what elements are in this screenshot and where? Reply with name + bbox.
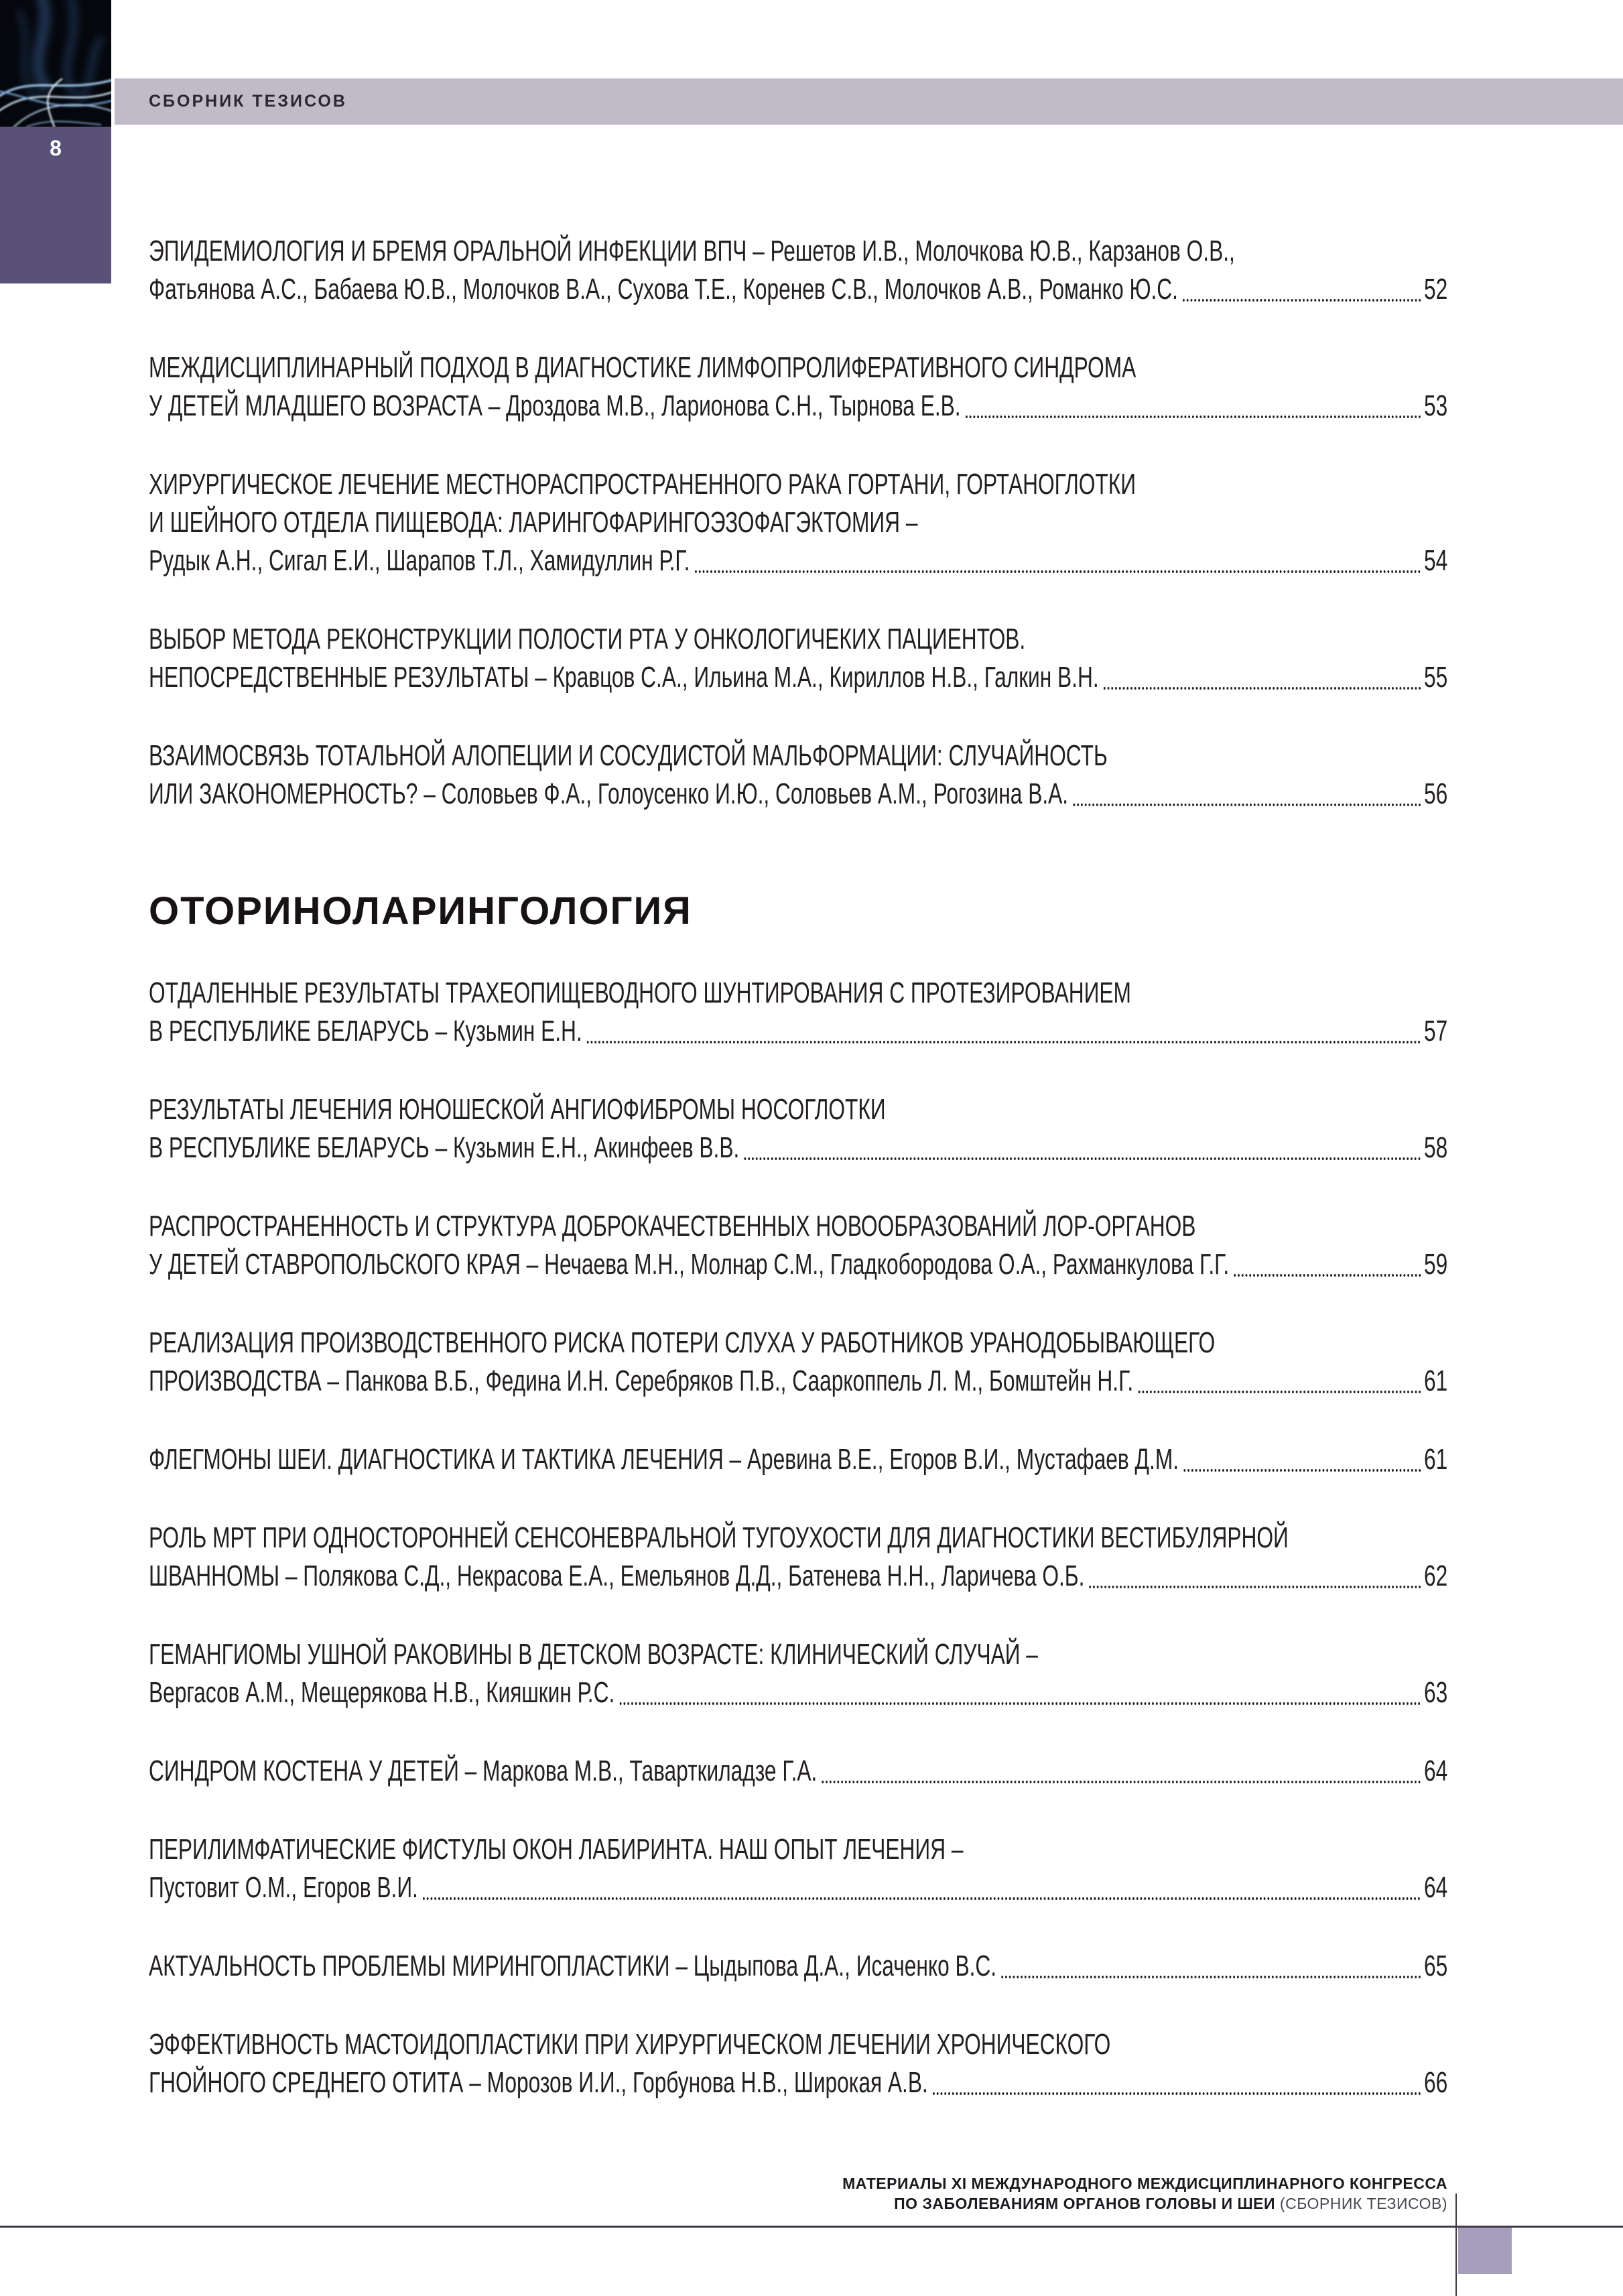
toc-page-number: 52 — [1423, 273, 1448, 306]
dot-leader — [966, 416, 1421, 418]
dot-leader — [587, 1041, 1421, 1043]
toc-entry-line: РЕАЛИЗАЦИЯ ПРОИЗВОДСТВЕННОГО РИСКА ПОТЕРИ СЛУХА У РАБОТНИКОВ УРАНОДОБЫВАЮЩЕГО — [149, 1326, 1216, 1359]
toc-entry-last-line — [149, 1245, 1447, 1283]
toc-entry-text: Рудык А.Н., Сигал Е.И., Шарапов Т.Л., Хамидуллин Р.Г. — [149, 544, 690, 577]
dot-leader — [1090, 1586, 1421, 1588]
toc-entry-text: В РЕСПУБЛИКЕ БЕЛАРУСЬ – Кузьмин Е.Н., Акинфеев В.В. — [149, 1131, 740, 1164]
toc-entry-last-line — [149, 1440, 1447, 1478]
toc-page-number: 66 — [1423, 2066, 1448, 2099]
toc-page-number: 65 — [1423, 1950, 1448, 1982]
dot-leader — [1183, 299, 1421, 302]
toc-entry-last-line — [149, 658, 1447, 696]
toc-entry-last-line — [149, 1752, 1447, 1790]
toc-entry — [149, 1947, 1449, 1985]
toc-entry — [149, 1519, 1449, 1595]
footer-vertical-rule — [1455, 2193, 1457, 2296]
toc-entry-line: МЕЖДИСЦИПЛИНАРНЫЙ ПОДХОД В ДИАГНОСТИКЕ ЛИМФОПРОЛИФЕРАТИВНОГО СИНДРОМА — [149, 351, 1137, 384]
toc-entry — [149, 974, 1449, 1050]
dot-leader — [1138, 1391, 1421, 1393]
toc-page-number: 61 — [1423, 1364, 1448, 1397]
toc-entry-text: ШВАННОМЫ – Полякова С.Д., Некрасова Е.А., Емельянов Д.Д., Батенева Н.Н., Ларичева О.Б. — [149, 1559, 1085, 1592]
dot-leader — [1183, 1469, 1421, 1472]
table-of-contents — [149, 232, 1449, 2142]
toc-page-number: 58 — [1423, 1131, 1448, 1164]
toc-entry-line: И ШЕЙНОГО ОТДЕЛА ПИЩЕВОДА: ЛАРИНГОФАРИНГОЭЗОФАГЭКТОМИЯ – — [149, 506, 918, 539]
toc-page-number: 53 — [1423, 389, 1448, 422]
toc-entry-text: В РЕСПУБЛИКЕ БЕЛАРУСЬ – Кузьмин Е.Н. — [149, 1015, 582, 1047]
dot-leader — [1001, 1976, 1421, 1978]
toc-entry-last-line — [149, 1947, 1447, 1985]
toc-entry — [149, 2025, 1449, 2102]
toc-page-number: 63 — [1423, 1676, 1448, 1709]
toc-entry-line: ПЕРИЛИМФАТИЧЕСКИЕ ФИСТУЛЫ ОКОН ЛАБИРИНТА. НАШ ОПЫТ ЛЕЧЕНИЯ – — [149, 1833, 964, 1866]
abstract-blue-light-art — [0, 0, 111, 127]
collection-title: СБОРНИК ТЕЗИСОВ — [149, 92, 347, 111]
toc-entry — [149, 1635, 1449, 1712]
toc-entry-line: ОТДАЛЕННЫЕ РЕЗУЛЬТАТЫ ТРАХЕОПИЩЕВОДНОГО ШУНТИРОВАНИЯ С ПРОТЕЗИРОВАНИЕМ — [149, 976, 1131, 1009]
toc-entry-last-line — [149, 1557, 1447, 1595]
toc-entry-line: ЭПИДЕМИОЛОГИЯ И БРЕМЯ ОРАЛЬНОЙ ИНФЕКЦИИ ВПЧ – Решетов И.В., Молочкова Ю.В., Карзанов О.В., — [149, 235, 1235, 267]
toc-entry-text: НЕПОСРЕДСТВЕННЫЕ РЕЗУЛЬТАТЫ – Кравцов С.А., Ильина М.А., Кириллов Н.В., Галкин В.Н. — [149, 661, 1099, 694]
toc-entry-text: СИНДРОМ КОСТЕНА У ДЕТЕЙ – Маркова М.В., Таварткиладзе Г.А. — [149, 1755, 818, 1787]
toc-entry-text: Пустовит О.М., Егоров В.И. — [149, 1871, 418, 1904]
toc-page-number: 62 — [1423, 1559, 1448, 1592]
toc-page-number: 57 — [1423, 1015, 1448, 1047]
page-number: 8 — [50, 136, 62, 160]
toc-entry-text: Вергасов А.М., Мещерякова Н.В., Кияшкин Р.С. — [149, 1676, 615, 1709]
toc-entry-text: У ДЕТЕЙ СТАВРОПОЛЬСКОГО КРАЯ – Нечаева М.Н., Молнар С.М., Гладкобородова О.А., Рахманкулова Г.Г. — [149, 1248, 1230, 1281]
toc-entry-text: ПРОИЗВОДСТВА – Панкова В.Б., Федина И.Н. Серебряков П.В., Сааркоппель Л. М., Бомштейн Н.Г. — [149, 1364, 1134, 1397]
toc-page-number: 61 — [1423, 1443, 1448, 1476]
toc-entry-line: ВЫБОР МЕТОДА РЕКОНСТРУКЦИИ ПОЛОСТИ РТА У ОНКОЛОГИЧЕКИХ ПАЦИЕНТОВ. — [149, 623, 1026, 655]
dot-leader — [695, 570, 1421, 573]
toc-entry — [149, 1090, 1449, 1167]
dot-leader — [423, 1897, 1421, 1900]
toc-entry-text: ИЛИ ЗАКОНОМЕРНОСТЬ? – Соловьев Ф.А., Голоусенко И.Ю., Соловьев А.М., Рогозина В.А. — [149, 777, 1069, 810]
toc-page-number: 64 — [1423, 1871, 1448, 1904]
dot-leader — [1073, 804, 1421, 806]
toc-entry-last-line — [149, 541, 1447, 580]
toc-entry — [149, 1830, 1449, 1907]
toc-entry-last-line — [149, 1868, 1447, 1907]
toc-entry-last-line — [149, 2063, 1447, 2102]
header-band — [115, 78, 1623, 125]
footer-line-2 — [842, 2193, 1447, 2214]
toc-entry-last-line — [149, 1362, 1447, 1400]
toc-entry — [149, 1752, 1449, 1790]
footer-line-1: МАТЕРИАЛЫ XI МЕЖДУНАРОДНОГО МЕЖДИСЦИПЛИНАРНОГО КОНГРЕССА — [842, 2175, 1447, 2192]
toc-entry-text: Фатьянова А.С., Бабаева Ю.В., Молочков В.А., Сухова Т.Е., Коренев С.В., Молочков А.В., Романко Ю.С. — [149, 273, 1178, 306]
footer-line-2-light: (СБОРНИК ТЕЗИСОВ) — [1279, 2195, 1447, 2212]
toc-entry — [149, 1207, 1449, 1283]
footer-lavender-square — [1458, 2228, 1512, 2274]
toc-entry — [149, 1440, 1449, 1478]
dot-leader — [933, 2092, 1421, 2095]
toc-entry — [149, 1324, 1449, 1400]
footer-caption — [842, 2173, 1447, 2214]
toc-page-number: 54 — [1423, 544, 1448, 577]
toc-entry — [149, 348, 1449, 425]
toc-entry-line: ХИРУРГИЧЕСКОЕ ЛЕЧЕНИЕ МЕСТНОРАСПРОСТРАНЕННОГО РАКА ГОРТАНИ, ГОРТАНОГЛОТКИ — [149, 468, 1136, 501]
toc-entry — [149, 737, 1449, 813]
toc-page-number: 59 — [1423, 1248, 1448, 1281]
toc-entry-last-line — [149, 775, 1447, 813]
section-heading: ОТОРИНОЛАРИНГОЛОГИЯ — [149, 889, 692, 933]
footer-line-2-bold: ПО ЗАБОЛЕВАНИЯМ ОРГАНОВ ГОЛОВЫ И ШЕИ — [894, 2195, 1276, 2212]
toc-entry — [149, 465, 1449, 580]
toc-entry-line: ЭФФЕКТИВНОСТЬ МАСТОИДОПЛАСТИКИ ПРИ ХИРУРГИЧЕСКОМ ЛЕЧЕНИИ ХРОНИЧЕСКОГО — [149, 2028, 1111, 2061]
dot-leader — [619, 1702, 1421, 1705]
toc-page-number: 55 — [1423, 661, 1448, 694]
dot-leader — [1234, 1274, 1421, 1277]
abstract-cover-image — [0, 0, 111, 127]
dot-leader — [744, 1157, 1421, 1160]
toc-entry — [149, 232, 1449, 308]
toc-entry-line: РАСПРОСТРАНЕННОСТЬ И СТРУКТУРА ДОБРОКАЧЕСТВЕННЫХ НОВООБРАЗОВАНИЙ ЛОР-ОРГАНОВ — [149, 1210, 1196, 1242]
toc-entry-last-line — [149, 270, 1447, 308]
toc-entry-line: ВЗАИМОСВЯЗЬ ТОТАЛЬНОЙ АЛОПЕЦИИ И СОСУДИСТОЙ МАЛЬФОРМАЦИИ: СЛУЧАЙНОСТЬ — [149, 739, 1108, 772]
toc-entry-last-line — [149, 1673, 1447, 1712]
toc-page-number: 56 — [1423, 777, 1448, 810]
toc-entry-last-line — [149, 1129, 1447, 1167]
dot-leader — [1104, 687, 1421, 690]
toc-entry-last-line — [149, 1012, 1447, 1050]
toc-entry — [149, 620, 1449, 696]
footer-horizontal-rule — [0, 2226, 1623, 2228]
page-number-block — [0, 127, 111, 283]
toc-entry-line: ГЕМАНГИОМЫ УШНОЙ РАКОВИНЫ В ДЕТСКОМ ВОЗРАСТЕ: КЛИНИЧЕСКИЙ СЛУЧАЙ – — [149, 1638, 1038, 1671]
toc-entry-line: РЕЗУЛЬТАТЫ ЛЕЧЕНИЯ ЮНОШЕСКОЙ АНГИОФИБРОМЫ НОСОГЛОТКИ — [149, 1093, 886, 1126]
toc-page-number: 64 — [1423, 1755, 1448, 1787]
toc-entry-text: АКТУАЛЬНОСТЬ ПРОБЛЕМЫ МИРИНГОПЛАСТИКИ – Цыдыпова Д.А., Исаченко В.С. — [149, 1950, 997, 1982]
dot-leader — [822, 1781, 1421, 1783]
toc-entry-last-line — [149, 387, 1447, 425]
toc-entry-text: ГНОЙНОГО СРЕДНЕГО ОТИТА – Морозов И.И., Горбунова Н.В., Широкая А.В. — [149, 2066, 928, 2099]
toc-entry-text: У ДЕТЕЙ МЛАДШЕГО ВОЗРАСТА – Дроздова М.В., Ларионова С.Н., Тырнова Е.В. — [149, 389, 961, 422]
toc-entry-text: ФЛЕГМОНЫ ШЕИ. ДИАГНОСТИКА И ТАКТИКА ЛЕЧЕНИЯ – Аревина В.Е., Егоров В.И., Мустафаев Д.М. — [149, 1443, 1179, 1476]
toc-entry-line: РОЛЬ МРТ ПРИ ОДНОСТОРОННЕЙ СЕНСОНЕВРАЛЬНОЙ ТУГОУХОСТИ ДЛЯ ДИАГНОСТИКИ ВЕСТИБУЛЯРНОЙ — [149, 1521, 1289, 1554]
